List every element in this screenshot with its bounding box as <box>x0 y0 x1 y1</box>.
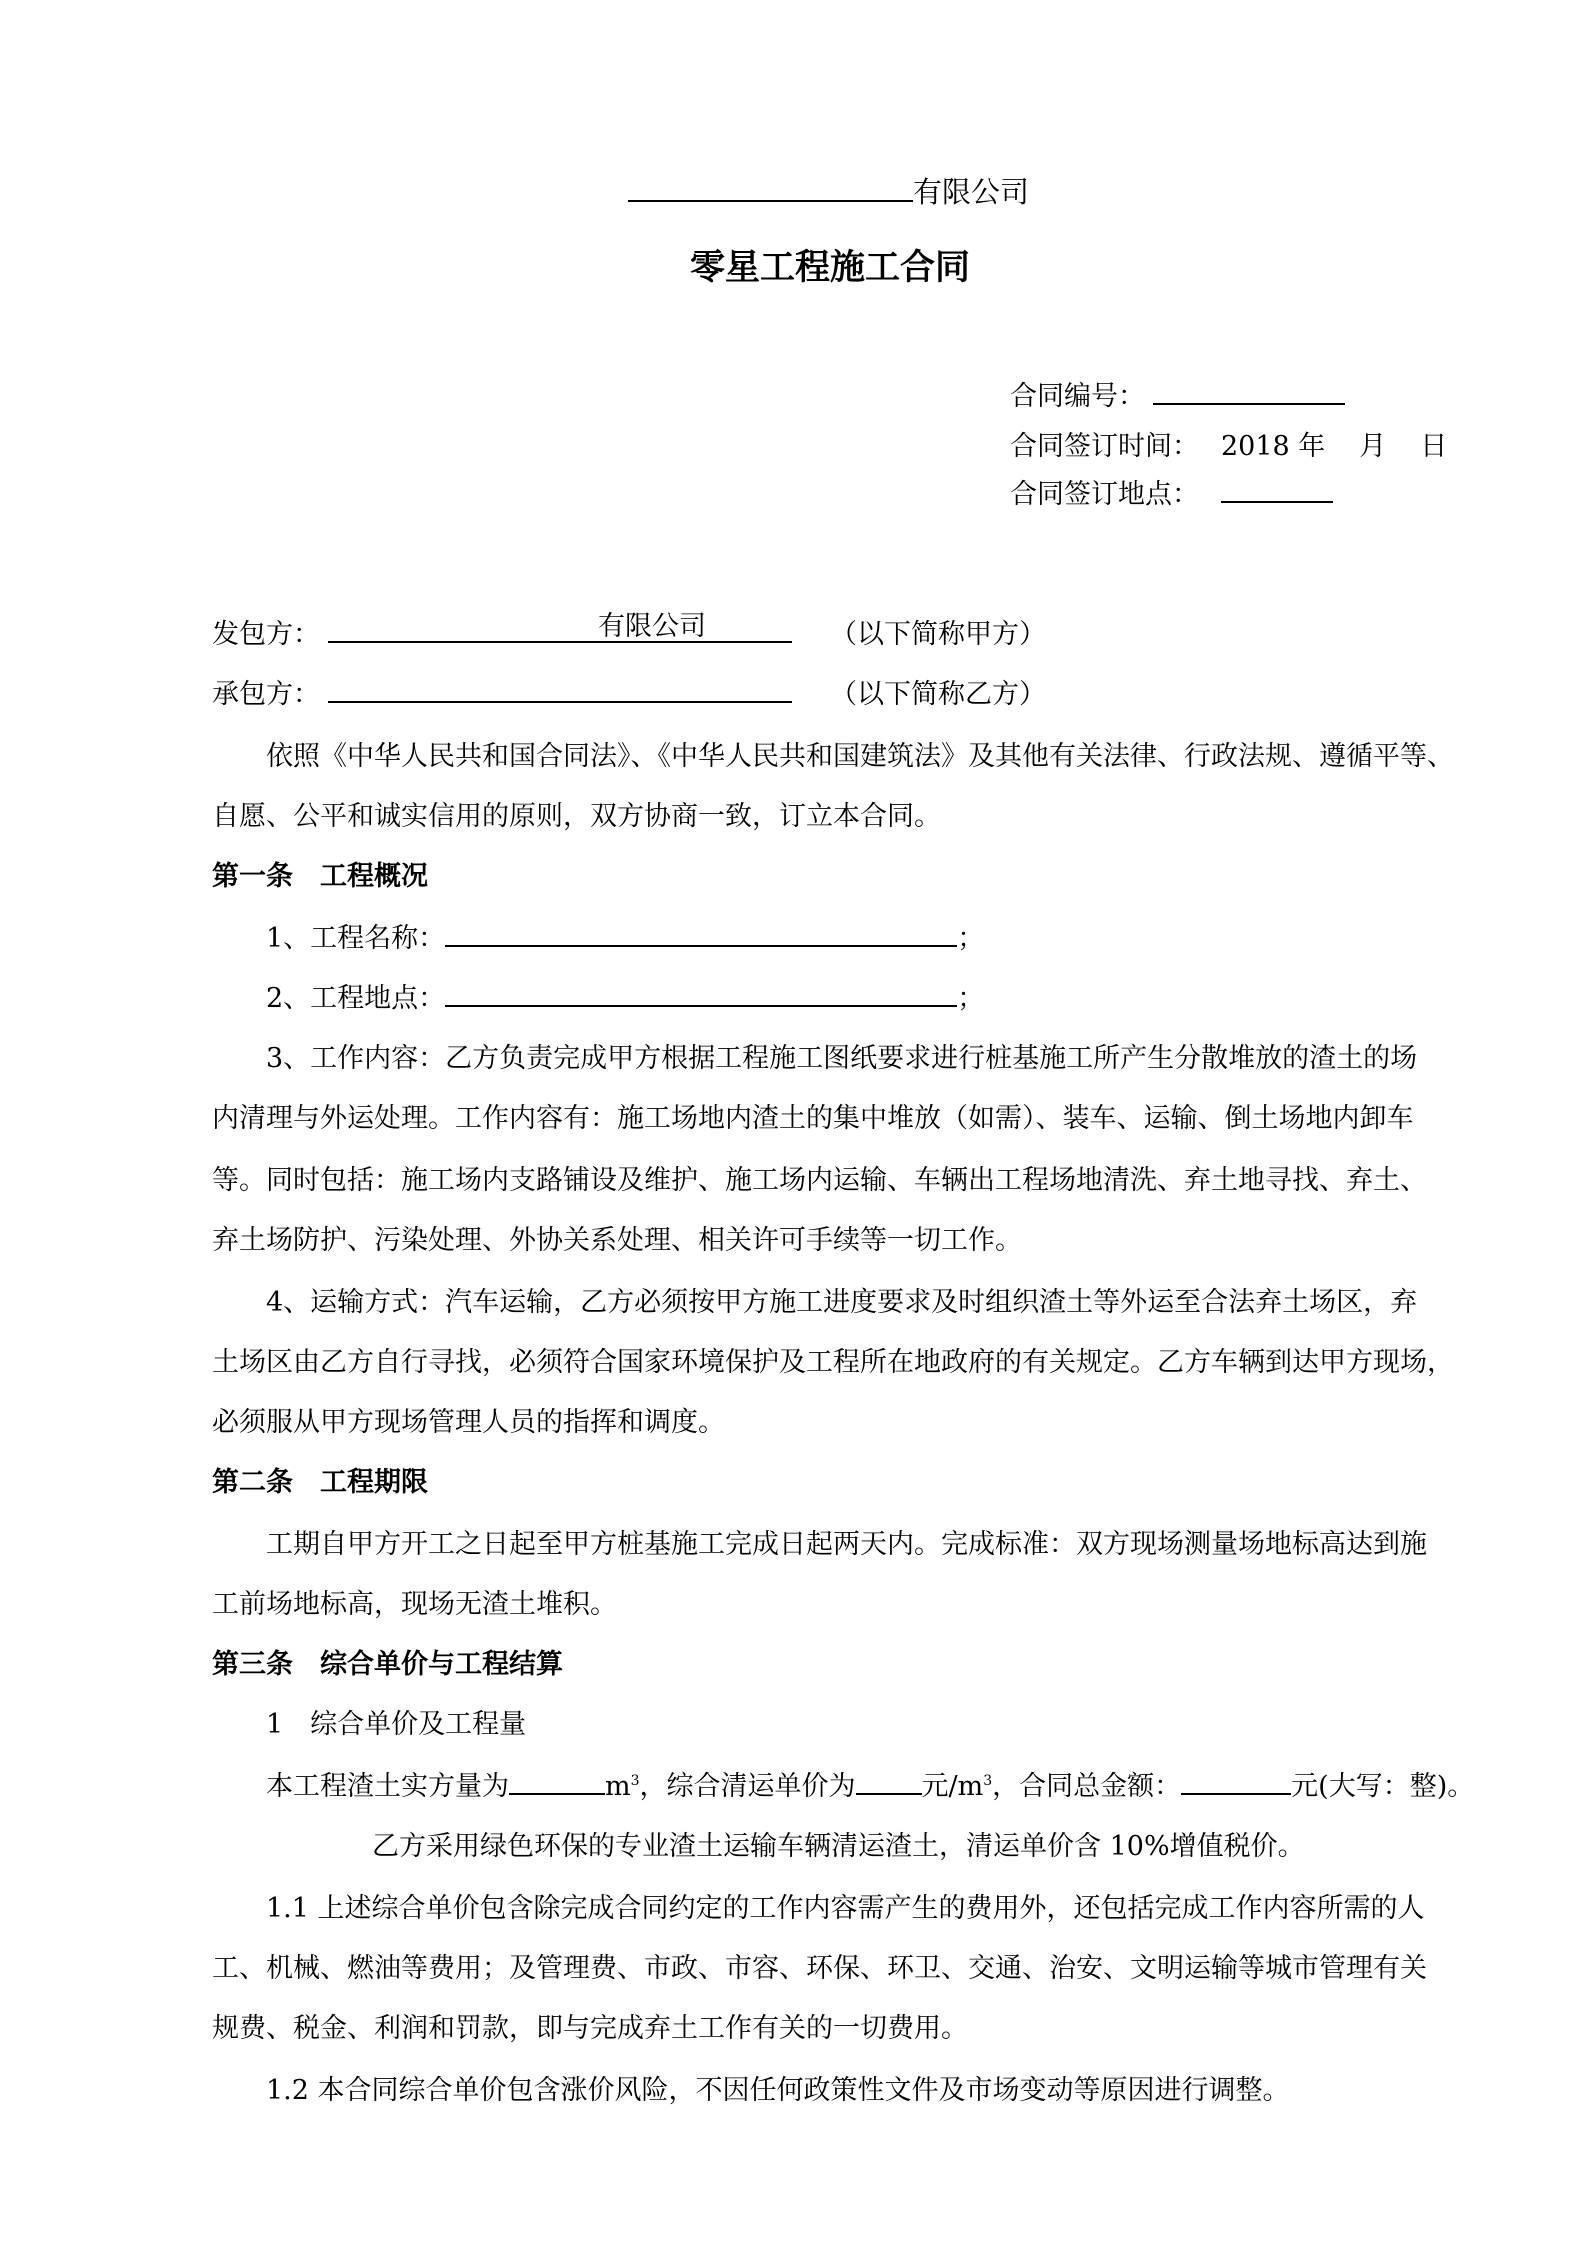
quantity-unit: m <box>605 1771 631 1802</box>
price-prefix: ，综合清运单价为 <box>639 1771 856 1802</box>
contract-date-row <box>1010 424 1447 463</box>
company-suffix: 有限公司 <box>913 175 1030 209</box>
date-year: 2018 年 <box>1221 431 1326 462</box>
clause-1-1-line-2: 工、机械、燃油等费用；及管理费、市政、市容、环保、环卫、交通、治安、文明运输等城市管理有关 <box>212 1953 1427 1984</box>
scope-line-1: 3、工作内容：乙方负责完成甲方根据工程施工图纸要求进行桩基施工所产生分散堆放的渣土的场 <box>266 1043 1418 1074</box>
transport-line-3: 必须服从甲方现场管理人员的指挥和调度。 <box>212 1407 725 1438</box>
employer-label: 发包方： <box>212 619 320 650</box>
article-2-heading: 第二条 工程期限 <box>212 1467 428 1498</box>
contractor-blank <box>328 673 792 703</box>
contract-number-label: 合同编号： <box>1010 381 1145 412</box>
scope-line-4: 弃土场防护、污染处理、外协关系处理、相关许可手续等一切工作。 <box>212 1225 1022 1256</box>
total-blank <box>1181 1765 1291 1795</box>
contractor-row <box>212 672 1046 711</box>
contract-place-row <box>1010 472 1333 511</box>
duration-line-2: 工前场地标高，现场无渣土堆积。 <box>212 1589 617 1620</box>
unit-price-subheading: 1 综合单价及工程量 <box>266 1709 527 1740</box>
price-unit-sup: 3 <box>983 1773 993 1789</box>
date-day: 日 <box>1420 431 1448 462</box>
quantity-price-row <box>266 1764 1474 1803</box>
project-location-row <box>266 976 984 1015</box>
transport-line-2: 土场区由乙方自行寻找，必须符合国家环境保护及工程所在地政府的有关规定。乙方车辆到达甲方现场， <box>212 1347 1454 1378</box>
employer-company-text: 有限公司 <box>598 611 706 642</box>
duration-line-1: 工期自甲方开工之日起至甲方桩基施工完成日起两天内。完成标准：双方现场测量场地标高达到施 <box>266 1529 1427 1560</box>
document-title: 零星工程施工合同 <box>690 247 971 288</box>
project-name-end: ； <box>957 923 985 954</box>
company-name-blank <box>628 172 913 202</box>
clause-1-1-line-3: 规费、税金、利润和罚款，即与完成弃土工作有关的一切费用。 <box>212 2013 968 2044</box>
contract-number-row <box>1010 374 1345 413</box>
project-name-label: 1、工程名称： <box>266 923 446 954</box>
employer-row <box>212 612 1046 651</box>
project-name-blank <box>445 917 957 947</box>
contract-date-label: 合同签订时间： <box>1010 431 1199 462</box>
contractor-label: 承包方： <box>212 679 320 710</box>
clause-1-1-line-1: 1.1 上述综合单价包含除完成合同约定的工作内容需产生的费用外，还包括完成工作内容所需的人 <box>266 1893 1425 1924</box>
scope-line-2: 内清理与外运处理。工作内容有：施工场地内渣土的集中堆放（如需）、装车、运输、倒土场地内卸车 <box>212 1103 1414 1134</box>
price-unit: 元/m <box>921 1771 984 1802</box>
contract-place-blank <box>1221 473 1333 503</box>
scope-line-3: 等。同时包括：施工场内支路铺设及维护、施工场内运输、车辆出工程场地清洗、弃土地寻找、弃土、 <box>212 1165 1427 1196</box>
quantity-unit-sup: 3 <box>630 1773 640 1789</box>
intro-line-2: 自愿、公平和诚实信用的原则，双方协商一致，订立本合同。 <box>212 801 941 832</box>
contract-number-blank <box>1153 375 1345 405</box>
quantity-prefix: 本工程渣土实方量为 <box>266 1771 509 1802</box>
clause-1-2: 1.2 本合同综合单价包含涨价风险，不因任何政策性文件及市场变动等原因进行调整。 <box>266 2075 1290 2106</box>
project-location-label: 2、工程地点： <box>266 983 446 1014</box>
date-month: 月 <box>1359 431 1387 462</box>
transport-line-1: 4、运输方式：汽车运输，乙方必须按甲方施工进度要求及时组织渣土等外运至合法弃土场区，弃 <box>266 1287 1418 1318</box>
green-transport-note: 乙方采用绿色环保的专业渣土运输车辆清运渣土，清运单价含 10%增值税价。 <box>372 1831 1305 1862</box>
employer-note: （以下简称甲方） <box>830 619 1046 650</box>
contract-place-label: 合同签订地点： <box>1010 479 1199 510</box>
intro-line-1: 依照《中华人民共和国合同法》、《中华人民共和国建筑法》及其他有关法律、行政法规、遵循平等、 <box>266 741 1454 772</box>
employer-blank <box>328 613 792 643</box>
project-name-row <box>266 916 984 955</box>
price-blank <box>856 1765 922 1795</box>
project-location-blank <box>445 977 957 1007</box>
company-header <box>628 170 1029 211</box>
total-suffix: 元(大写：整)。 <box>1291 1771 1475 1802</box>
article-3-heading: 第三条 综合单价与工程结算 <box>212 1649 563 1680</box>
contractor-note: （以下简称乙方） <box>830 679 1046 710</box>
article-1-heading: 第一条 工程概况 <box>212 861 428 892</box>
quantity-blank <box>509 1765 605 1795</box>
project-location-end: ； <box>957 983 985 1014</box>
total-prefix: ，合同总金额： <box>992 1771 1182 1802</box>
